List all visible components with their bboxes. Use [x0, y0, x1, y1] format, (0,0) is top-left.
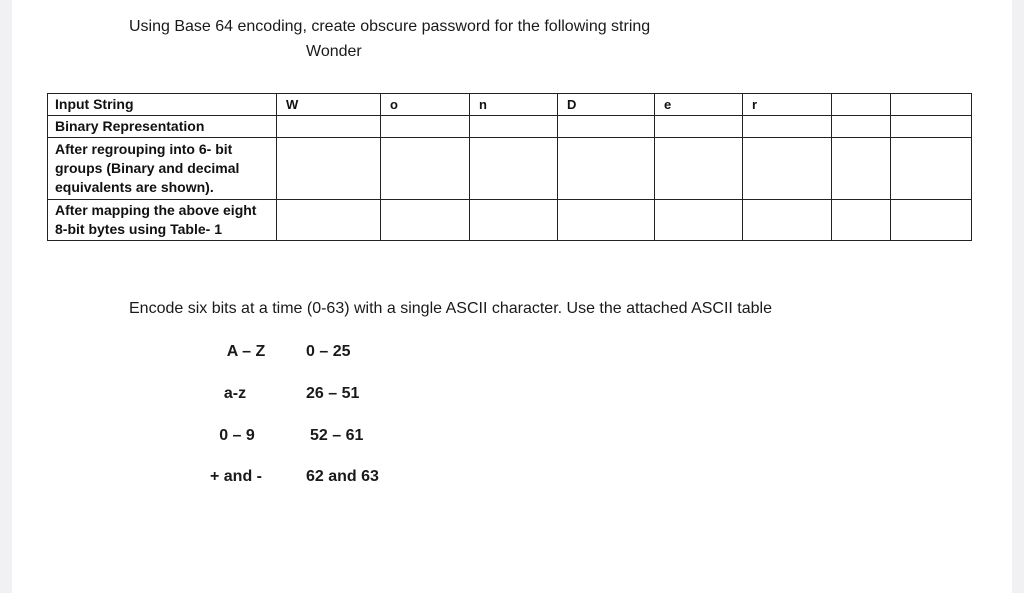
empty-cell — [381, 138, 470, 200]
table-row-mapping — [48, 200, 972, 241]
range-value-lowercase: 26 – 51 — [306, 385, 360, 402]
input-char-cell — [832, 94, 891, 116]
empty-cell — [470, 138, 558, 200]
empty-cell — [655, 138, 743, 200]
empty-cell — [743, 138, 832, 200]
range-value-uppercase: 0 – 25 — [306, 343, 351, 360]
range-value-digits: 52 – 61 — [310, 427, 364, 444]
row-label-regrouping: After regrouping into 6- bit groups (Binary and decimal equivalents are shown). — [48, 138, 277, 200]
input-char-cell: D — [558, 94, 655, 116]
page-title: Using Base 64 encoding, create obscure password for the following string — [129, 18, 651, 35]
encoding-note: Encode six bits at a time (0-63) with a single ASCII character. Use the attached ASCII table — [129, 300, 772, 317]
row-label-mapping: After mapping the above eight 8-bit bytes using Table- 1 — [48, 200, 277, 241]
empty-cell — [470, 116, 558, 138]
table-row-input-string — [48, 94, 972, 116]
input-char-cell: e — [655, 94, 743, 116]
empty-cell — [381, 116, 470, 138]
input-char-cell: W — [277, 94, 381, 116]
empty-cell — [558, 138, 655, 200]
empty-cell — [832, 116, 891, 138]
empty-cell — [891, 138, 972, 200]
empty-cell — [558, 116, 655, 138]
empty-cell — [891, 200, 972, 241]
empty-cell — [277, 116, 381, 138]
empty-cell — [891, 116, 972, 138]
target-word: Wonder — [306, 43, 362, 60]
range-label-digits: 0 – 9 — [219, 427, 255, 444]
empty-cell — [558, 200, 655, 241]
input-char-cell: o — [381, 94, 470, 116]
range-label-lowercase: a-z — [223, 385, 247, 402]
document-page — [12, 0, 1012, 593]
input-char-cell: r — [743, 94, 832, 116]
empty-cell — [655, 116, 743, 138]
empty-cell — [655, 200, 743, 241]
encoding-table — [47, 93, 972, 241]
range-label-symbols: + and - — [209, 468, 262, 485]
table-row-binary — [48, 116, 972, 138]
row-label-binary: Binary Representation — [48, 116, 277, 138]
input-char-cell: n — [470, 94, 558, 116]
range-label-uppercase: A – Z — [226, 343, 266, 360]
input-char-cell — [891, 94, 972, 116]
empty-cell — [743, 200, 832, 241]
empty-cell — [277, 200, 381, 241]
empty-cell — [832, 138, 891, 200]
empty-cell — [832, 200, 891, 241]
empty-cell — [743, 116, 832, 138]
row-label-input-string: Input String — [48, 94, 277, 116]
range-value-symbols: 62 and 63 — [306, 468, 379, 485]
empty-cell — [381, 200, 470, 241]
table-row-regrouping — [48, 138, 972, 200]
empty-cell — [470, 200, 558, 241]
empty-cell — [277, 138, 381, 200]
